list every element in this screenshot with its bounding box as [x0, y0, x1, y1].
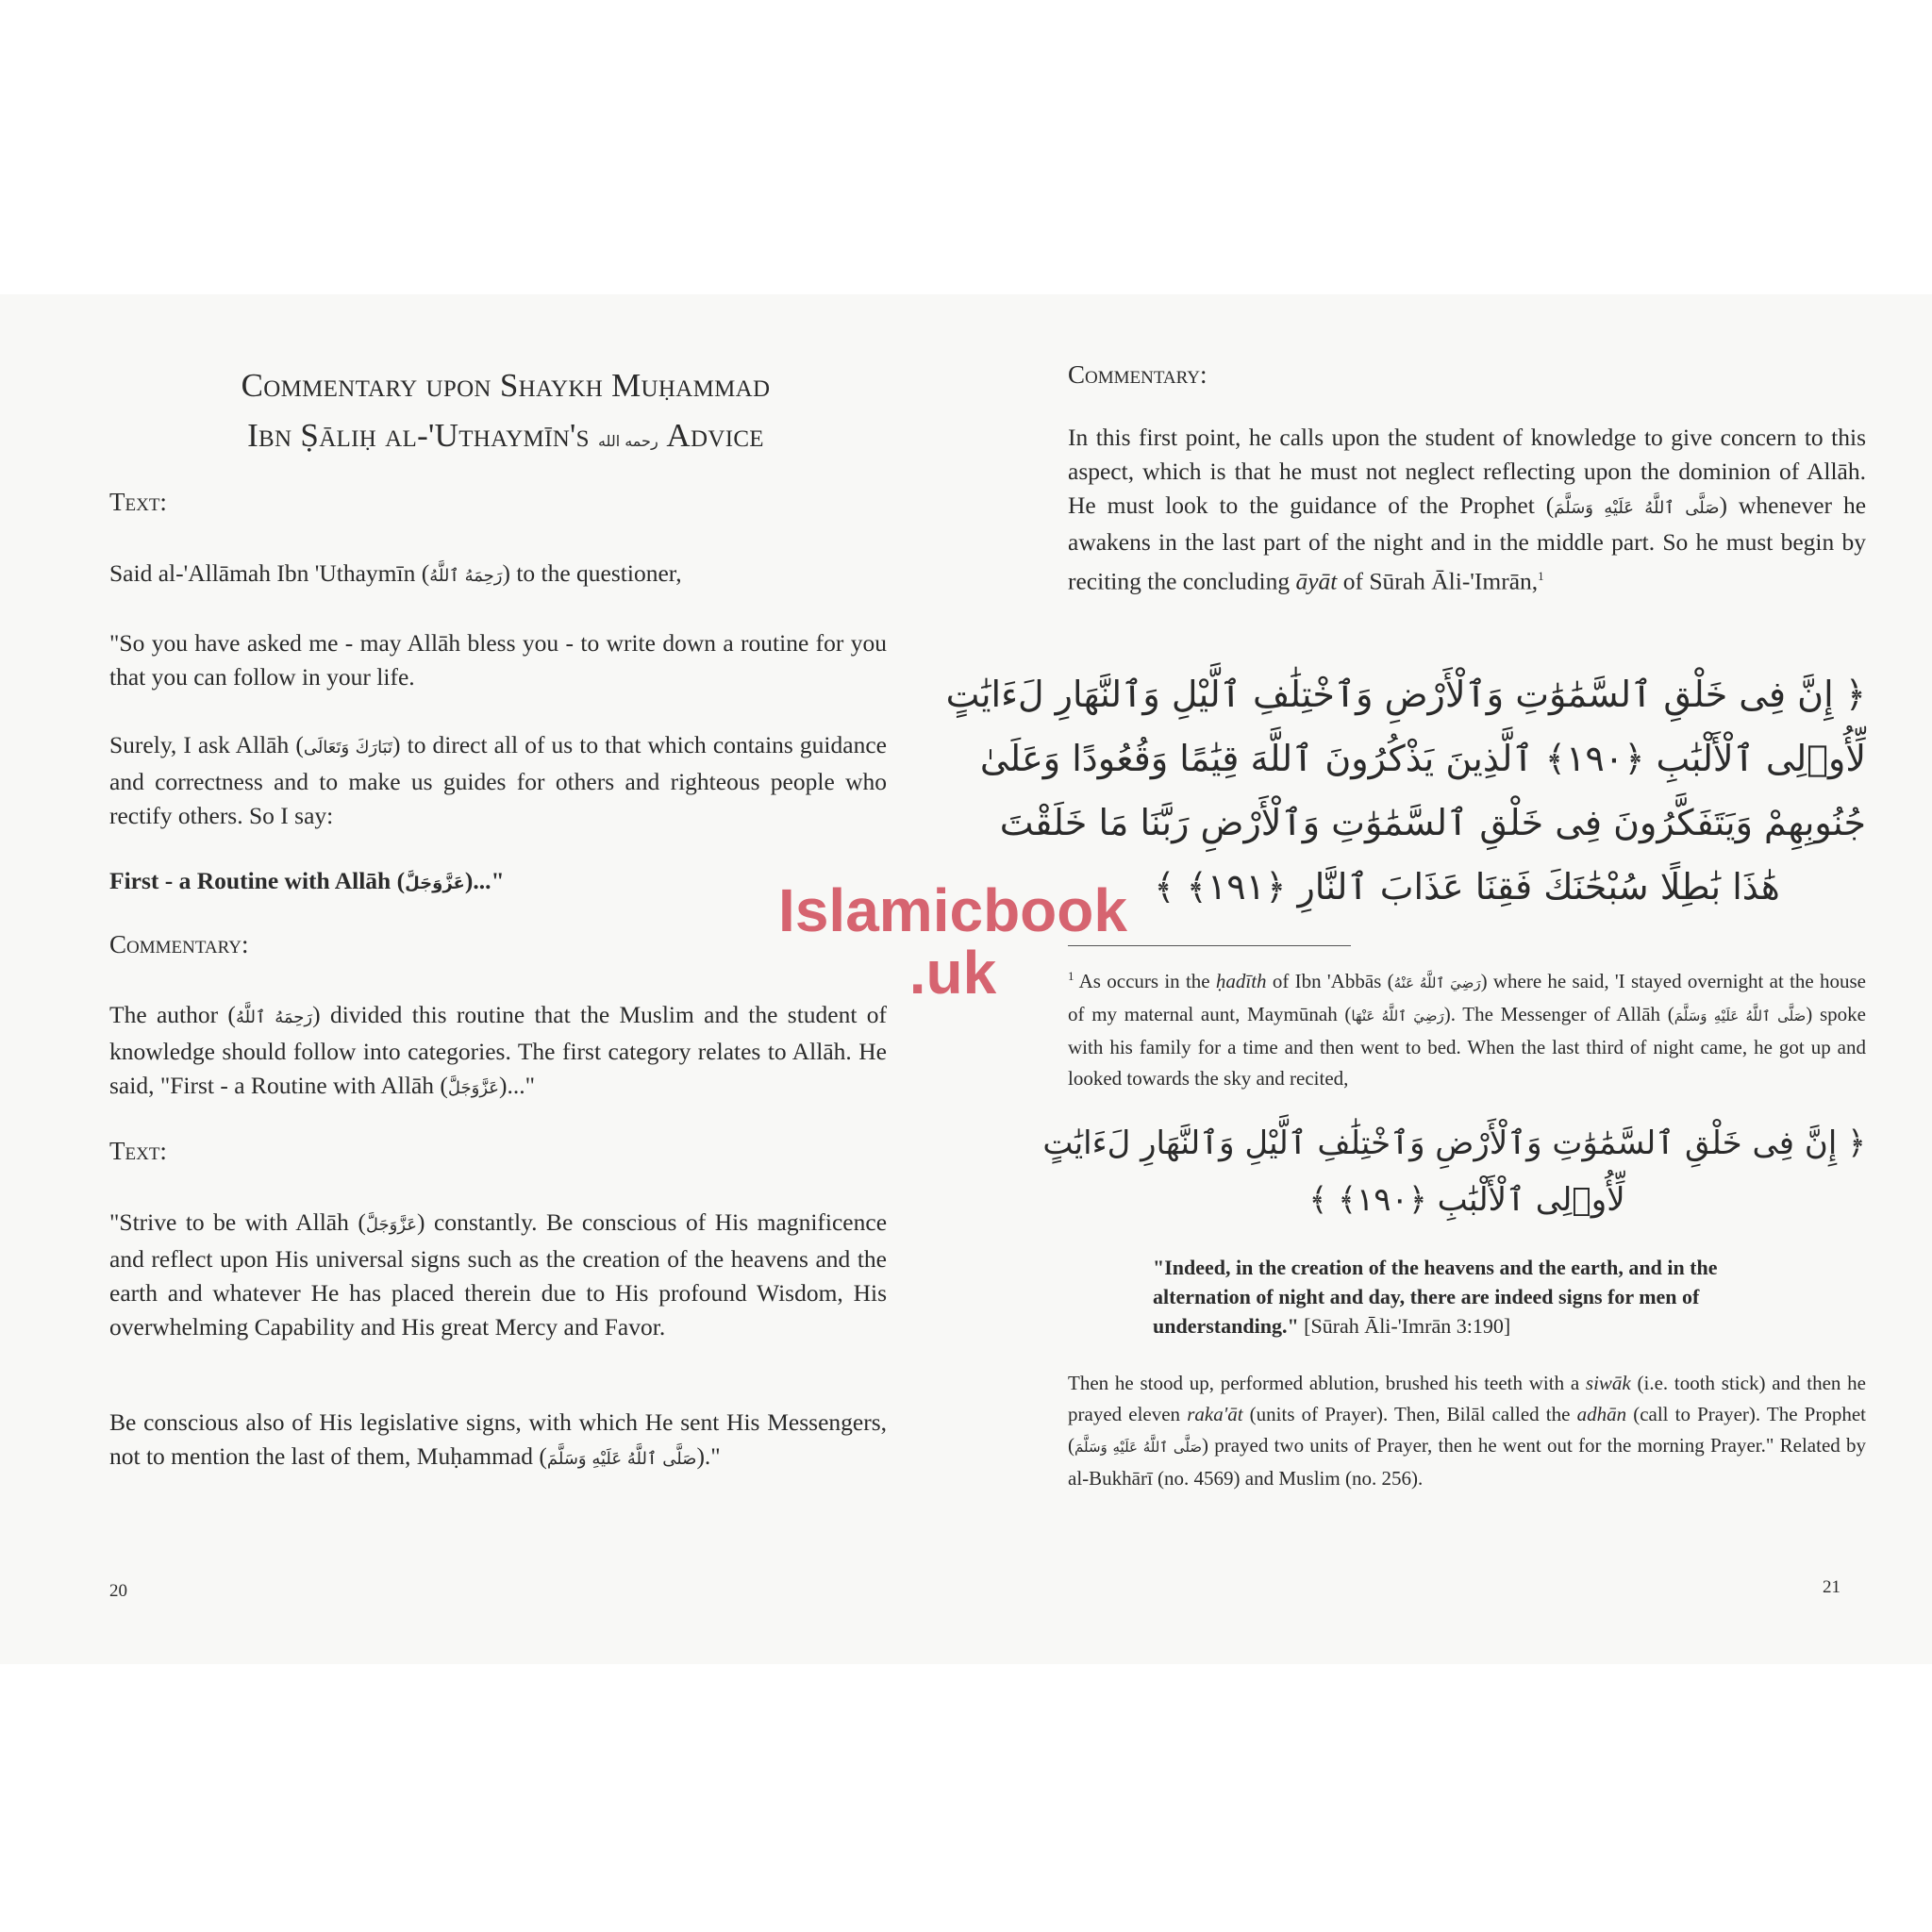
- quran-line: ﴿ إِنَّ فِى خَلْقِ ٱلسَّمَٰوَٰتِ وَٱلْأَرْضِ وَٱخْتِلَٰفِ ٱلَّيْلِ وَٱلنَّهَارِ لَءَايَٰتٍ: [945, 674, 1866, 715]
- closing-a: Then he stood up, performed ablution, brushed his teeth with a: [1068, 1372, 1586, 1394]
- closing-honor: صَلَّى ٱللَّهُ عَلَيْهِ وَسَلَّمَ: [1074, 1439, 1203, 1456]
- para-1-honor: رَحِمَهُ ٱللَّهُ: [429, 566, 503, 586]
- translation-text: "Indeed, in the creation of the heavens and the earth, and in the alternation of night and day, there are indeed signs for men of understanding.": [1153, 1256, 1718, 1338]
- paragraph-author-divided: [109, 998, 887, 1106]
- para-1-post: ) to the questioner,: [502, 559, 682, 587]
- chapter-title: [109, 360, 902, 466]
- r-para-1-honor: صَلَّى ٱللَّهُ عَلَيْهِ وَسَلَّمَ: [1554, 498, 1720, 518]
- para-5-honor: رَحِمَهُ ٱللَّهُ: [235, 1008, 313, 1027]
- closing-e: ) prayed two units of Prayer, then he went out for the morning Prayer." Related by al-Bukhārī (no. 4569) and Muslim (no. 256).: [1068, 1434, 1866, 1490]
- r-para-1-post: of Sūrah Āli-'Imrān,: [1337, 567, 1539, 595]
- paragraph-first-point: [1068, 421, 1866, 599]
- quran-verses-footnote: [1042, 1115, 1866, 1228]
- book-spread: [0, 294, 1932, 1664]
- para-3-post: ) to direct all of us to that which contains guidance and correctness and to make us guides for others and righteous people who rectify others. So I say:: [109, 731, 887, 829]
- watermark-line2: .uk: [908, 939, 997, 1007]
- page-number-left: 20: [109, 1581, 127, 1601]
- r-para-1-italic: āyāt: [1295, 567, 1338, 595]
- para-3-pre: Surely, I ask Allāh (: [109, 731, 304, 758]
- quran-line: لِّأُو۟لِى ٱلْأَلْبَٰبِ ﴿١٩٠﴾ ٱلَّذِينَ يَذْكُرُونَ ٱللَّهَ قِيَٰمًا وَقُعُودًا وَعَلَىٰ: [979, 738, 1866, 779]
- para-6-honor: عَزَّوَجَلَّ: [365, 1215, 417, 1235]
- commentary-heading-left: Commentary:: [109, 930, 249, 958]
- r-para-1-mid: ) whenever he awakens in the last part of the night and in the middle part. So he must begin by reciting the concluding: [1068, 491, 1867, 595]
- quran-line: ﴿ إِنَّ فِى خَلْقِ ٱلسَّمَٰوَٰتِ وَٱلْأَرْضِ وَٱخْتِلَٰفِ ٱلَّيْلِ وَٱلنَّهَارِ لَءَايَٰتٍ: [1042, 1124, 1866, 1162]
- title-honorific-glyph: رحمه الله: [597, 432, 658, 450]
- chapter-title-line2-end: Advice: [666, 417, 764, 454]
- para-6-pre: "Strive to be with Allāh (: [109, 1208, 366, 1236]
- paragraph-surely: [109, 728, 887, 833]
- footnote-ref-1: 1: [1538, 569, 1544, 583]
- fn-honor-1: رَضِيَ ٱللَّهُ عَنْهُ: [1393, 974, 1481, 991]
- quran-line: لِّأُو۟لِى ٱلْأَلْبَٰبِ ﴿١٩٠﴾ ﴾: [1308, 1181, 1625, 1219]
- quran-line: جُنُوبِهِمْ وَيَتَفَكَّرُونَ فِى خَلْقِ ٱلسَّمَٰوَٰتِ وَٱلْأَرْضِ رَبَّنَا مَا خَلَقْتَ: [999, 802, 1866, 843]
- closing-italic-3: adhān: [1576, 1403, 1627, 1425]
- para-5-pre: The author (: [109, 1001, 236, 1028]
- fn-d: ) spoke with his family for a time and then went to bed. When the last third of night came, he got up and looked towards the sky and recited,: [1068, 1003, 1866, 1090]
- para-7-honor: صَلَّى ٱللَّهُ عَلَيْهِ وَسَلَّمَ: [546, 1449, 697, 1469]
- fn-honor-2: رَضِيَ ٱللَّهُ عَنْهَا: [1351, 1008, 1444, 1024]
- para-4-pre: First - a Routine with Allāh (: [109, 867, 406, 894]
- para-6-post: ) constantly. Be conscious of His magnificence and reflect upon His universal signs such as the creation of the heavens and the earth and whatever He has placed therein due to His profound Wisdom, His overwhelming Capability and His great Mercy and Favor.: [109, 1208, 888, 1341]
- paragraph-said: [109, 557, 887, 593]
- fn-a: of Ibn 'Abbās (: [1266, 970, 1394, 992]
- para-7-post: ).": [696, 1442, 721, 1470]
- paragraph-legislative-signs: [109, 1406, 887, 1476]
- paragraph-strive: [109, 1206, 887, 1344]
- paragraph-routine-request: "So you have asked me - may Allāh bless you - to write down a routine for you that you can follow in your life.: [109, 629, 887, 691]
- text-heading-2: Text:: [109, 1137, 167, 1165]
- quran-verses-main: [945, 662, 1866, 919]
- watermark-line1: Islamicbook: [778, 876, 1127, 944]
- commentary-heading-right: Commentary:: [1068, 360, 1208, 389]
- fn-honor-3: صَلَّى ٱللَّهُ عَلَيْهِ وَسَلَّمَ: [1674, 1008, 1807, 1024]
- para-3-honor: تَبَارَكَ وَتَعَالَى: [303, 738, 393, 758]
- text-heading-1: Text:: [109, 488, 167, 516]
- quran-line: هَٰذَا بَٰطِلًا سُبْحَٰنَكَ فَقِنَا عَذَابَ ٱلنَّارِ ﴿١٩١﴾ ﴾: [1154, 866, 1780, 908]
- closing-c: (units of Prayer). Then, Bilāl called the: [1242, 1403, 1577, 1425]
- para-5-post: )...": [499, 1072, 536, 1099]
- watermark: [764, 876, 1141, 1007]
- para-5-honor2: عَزَّوَجَلَّ: [447, 1078, 500, 1098]
- page-number-right: 21: [1823, 1577, 1840, 1597]
- fn-pre: As occurs in the: [1078, 970, 1216, 992]
- closing-d: (call to Prayer). The Prophet (: [1068, 1403, 1867, 1457]
- footnote-marker: 1: [1068, 969, 1074, 983]
- translation-reference: [Sūrah Āli-'Imrān 3:190]: [1298, 1314, 1511, 1338]
- footnote-closing: [1068, 1368, 1866, 1494]
- fn-italic: ḥadīth: [1215, 970, 1267, 992]
- fn-c: ). The Messenger of Allāh (: [1443, 1003, 1674, 1025]
- closing-b: (i.e. tooth stick) and then he prayed eleven: [1068, 1372, 1866, 1425]
- para-5-mid: ) divided this routine that the Muslim and the student of knowledge should follow into categories. The first category relates to Allāh. He said, "First - a Routine with Allāh (: [109, 1001, 888, 1099]
- para-4-post: )...": [464, 867, 505, 894]
- closing-italic-1: siwāk: [1585, 1372, 1631, 1394]
- chapter-title-line1: Commentary upon Shaykh Muḥammad: [241, 367, 771, 404]
- verse-translation: [1153, 1253, 1790, 1341]
- fn-b: ) where he said, 'I stayed overnight at the house of my maternal aunt, Maymūnah (: [1068, 970, 1867, 1025]
- closing-italic-2: raka'āt: [1187, 1403, 1243, 1425]
- para-4-honor: عَزَّوَجَلَّ: [405, 874, 465, 893]
- chapter-title-line2: Ibn Ṣāliḥ al-'Uthaymīn's: [247, 417, 590, 454]
- para-7-pre: Be conscious also of His legislative signs, with which He sent His Messengers, not to mention the last of them, Muḥammad (: [109, 1408, 887, 1470]
- r-para-1-pre: In this first point, he calls upon the student of knowledge to give concern to this aspect, which is that he must not neglect reflecting upon the dominion of Allāh. He must look to the guidance of the Prophet (: [1068, 424, 1866, 519]
- footnote-1: [1068, 960, 1866, 1094]
- para-1-pre: Said al-'Allāmah Ibn 'Uthaymīn (: [109, 559, 430, 587]
